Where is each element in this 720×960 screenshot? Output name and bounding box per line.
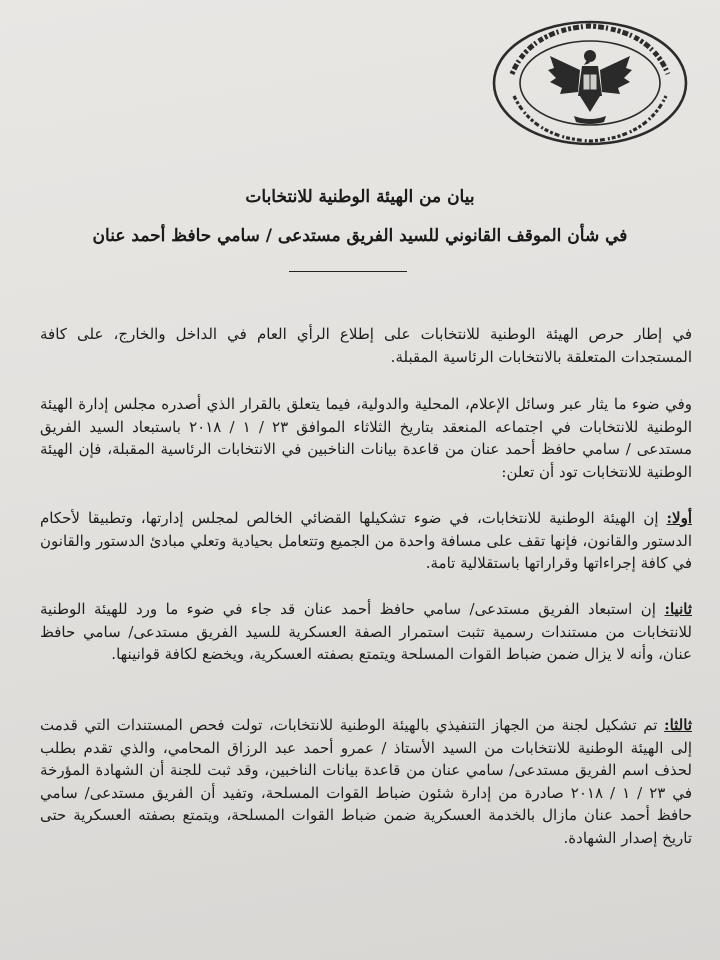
- statement-title: بيان من الهيئة الوطنية للانتخابات: [245, 187, 475, 207]
- third-point-label: ثالثا:: [664, 716, 692, 734]
- title-underline: [289, 271, 407, 272]
- paragraph-first-point: [40, 507, 692, 575]
- second-point-label: ثانيا:: [664, 600, 692, 618]
- paragraph-third-point: [40, 714, 692, 849]
- first-point-label: أولا:: [666, 509, 692, 527]
- paragraph-second-point: [40, 598, 692, 666]
- second-point-text: إن استبعاد الفريق مستدعى/ سامي حافظ أحمد عنان قد جاء في ضوء ما ورد للهيئة الوطنية للانتخابات من مستندات رسمية تثبت استمرار الصفة العسكرية للسيد الفريق مستدعى/ سامي حافظ عنان، وأنه لا يزال ضمن ضباط القوات المسلحة ويتمتع بصفته العسكرية، ويخضع لكافة قوانينها.: [40, 600, 692, 663]
- statement-subtitle: في شأن الموقف القانوني للسيد الفريق مستدعى / سامي حافظ أحمد عنان: [92, 226, 628, 246]
- paragraph-context: وفي ضوء ما يثار عبر وسائل الإعلام، المحلية والدولية، فيما يتعلق بالقرار الذي أصدره مجلس إدارة الهيئة الوطنية للانتخابات في اجتماعه المنعقد بتاريخ الثلاثاء الموافق ٢٣ / ١ / ٢٠١٨ باستبعاد السيد الفريق مستدعى / سامي حافظ أحمد عنان من قاعدة بيانات الناخبين في الانتخابات الرئاسية المقبلة، فإن الهيئة الوطنية للانتخابات تود أن تعلن:: [40, 395, 693, 481]
- paragraph-intro: في إطار حرص الهيئة الوطنية للانتخابات على إطلاع الرأي العام في الداخل والخارج، على كافة المستجدات المتعلقة بالانتخابات الرئاسية المقبلة.: [40, 325, 692, 366]
- national-election-authority-seal: [490, 18, 690, 148]
- eagle-emblem-icon: [490, 18, 690, 148]
- first-point-text: إن الهيئة الوطنية للانتخابات، في ضوء تشكيلها القضائي الخالص لمجلس إدارتها، وتطبيقا لأحكام الدستور والقانون، فإنها تقف على مسافة واحدة من الجميع وتتعامل بحيادية وتعلي مبادئ الدستور والقانون في كافة إجراءاتها وقراراتها باستقلالية تامة.: [40, 509, 692, 572]
- third-point-text: تم تشكيل لجنة من الجهاز التنفيذي بالهيئة الوطنية للانتخابات، تولت فحص المستندات التي قدمت إلى الهيئة الوطنية للانتخابات من السيد الأستاذ / عمرو أحمد عبد الرزاق المحامي، والذي تقدم بطلب لحذف اسم الفريق مستدعى/ سامي عنان من قاعدة بيانات الناخبين، وقد ثبت للجنة أن الشهادة المؤرخة في ٢٣ / ١ / ٢٠١٨ صادرة من إدارة شئون ضباط القوات المسلحة، وتفيد أن الفريق مستدعى/ سامي حافظ أحمد عنان مازال بالخدمة العسكرية ضمن ضباط القوات المسلحة، ويتمتع بصفته العسكرية حتى تاريخ إصدار الشهادة.: [40, 716, 692, 847]
